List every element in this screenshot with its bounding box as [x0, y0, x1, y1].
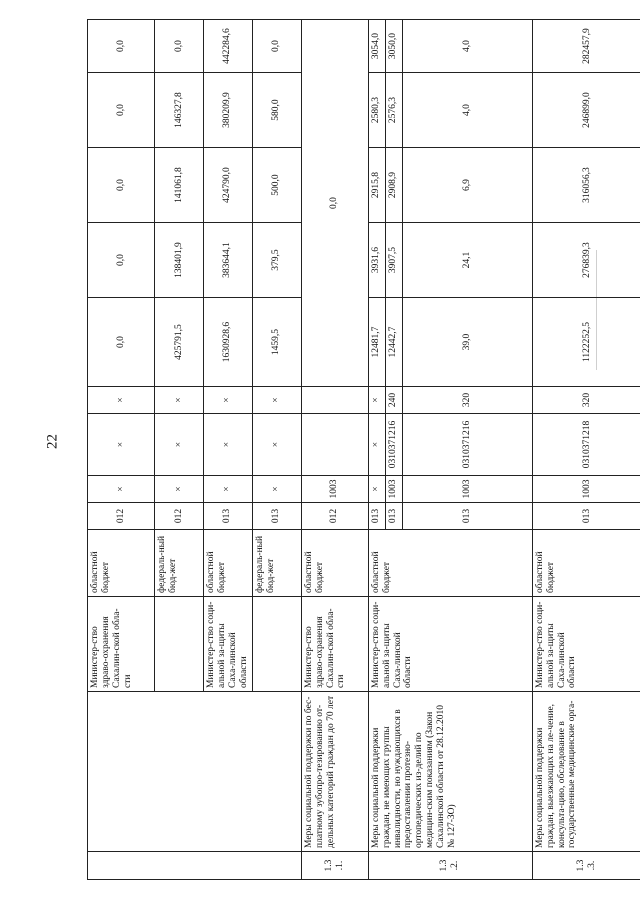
code-cell: 320 [532, 387, 640, 414]
executor-cell: Министер-ство соци-альной за-щиты Саха-линской области [204, 597, 253, 692]
source-cell: федераль-ный бюд-жет [155, 530, 204, 597]
value-cell: 3050,0 [385, 20, 402, 73]
code-cell: × [155, 387, 204, 414]
rotated-table-wrapper [87, 20, 619, 880]
table-row [301, 20, 368, 880]
code-cell: 240 [385, 387, 402, 414]
value-cell: 282457,9 [532, 20, 640, 73]
code-cell: 1003 [402, 476, 532, 503]
value-cell: 2915,8 [368, 148, 385, 223]
code-cell: 013 [204, 503, 253, 530]
executor-cell: Министер-ство здраво-охранения Сахалин-ской обла-сти [88, 597, 155, 692]
code-cell: 0310371216 [385, 414, 402, 476]
measure-cell: Меры социальной поддержки граждан, не имеющих группы инвалидности, но нуждающихся в предоставлении протезно-ортопедических из-делий по медицин-ским показаниям (Закон Сахалинской области от 28.12.2010 № 127-ЗО) [368, 692, 532, 852]
value-cell: 316056,3 [532, 148, 640, 223]
code-cell: 320 [402, 387, 532, 414]
code-cell: × [368, 387, 385, 414]
value-cell: 0,0 [88, 148, 155, 223]
value-cell: 0,0 [88, 223, 155, 298]
measure-cell: Меры социальной поддержки граждан, выезжающих на ле-чение, консульта-цию, обследование в государственные медицинские орга- [532, 692, 640, 852]
code-cell: 013 [252, 503, 301, 530]
page-number: 22 [44, 434, 61, 449]
executor-cell: Министер-ство соци-альной за-щиты Саха-линской области [532, 597, 640, 692]
code-cell: × [88, 476, 155, 503]
code-cell: × [155, 476, 204, 503]
value-cell: 500,0 [252, 148, 301, 223]
row-index: 1.3 .1. [301, 852, 368, 880]
executor-cell: Министер-ство здраво-охранения Сахалин-ской обла-сти [301, 597, 368, 692]
value-cell: 4,0 [402, 73, 532, 148]
source-cell: областной бюджет [368, 530, 532, 597]
code-cell: 013 [402, 503, 532, 530]
measure-cell: Меры социальной поддержки по бес-платному зубопро-тезированию от-дельных категорий граждан до 70 лет [301, 692, 368, 852]
value-cell: 1122252,5 [532, 298, 640, 387]
code-cell: 012 [88, 503, 155, 530]
value-cell: 2580,3 [368, 73, 385, 148]
value-cell: 1459,5 [252, 298, 301, 387]
code-cell: × [88, 414, 155, 476]
value-cell: 12481,7 [368, 298, 385, 387]
code-cell [301, 414, 368, 476]
value-cell: 3054,0 [368, 20, 385, 73]
value-cell: 2908,9 [385, 148, 402, 223]
value-cell: 0,0 [155, 20, 204, 73]
code-cell: 012 [301, 503, 368, 530]
code-cell: 012 [155, 503, 204, 530]
code-cell: × [252, 476, 301, 503]
value-cell: 3931,6 [368, 223, 385, 298]
code-cell: 1003 [532, 476, 640, 503]
code-cell: × [368, 414, 385, 476]
value-cell: 3907,5 [385, 223, 402, 298]
measure-cell [88, 692, 302, 852]
code-cell: 0310371218 [532, 414, 640, 476]
value-cell: 425791,5 [155, 298, 204, 387]
value-cell: 0,0 [88, 298, 155, 387]
value-cell: 246899,0 [532, 73, 640, 148]
code-cell: × [204, 387, 253, 414]
code-cell: × [204, 414, 253, 476]
code-cell: × [252, 387, 301, 414]
code-cell: 0310371216 [402, 414, 532, 476]
code-cell: × [155, 414, 204, 476]
value-cell: 276839,3 [532, 223, 640, 298]
table-row [88, 20, 155, 880]
value-cell: 39,0 [402, 298, 532, 387]
executor-cell: Министер-ство соци-альной за-щиты Саха-линской области [368, 597, 532, 692]
executor-cell [252, 597, 301, 692]
value-cell: 1630928,6 [204, 298, 253, 387]
value-cell: 12442,7 [385, 298, 402, 387]
value-cell: 424790,0 [204, 148, 253, 223]
source-cell: областной бюджет [88, 530, 155, 597]
value-cell: 146327,8 [155, 73, 204, 148]
value-cell: 442284,6 [204, 20, 253, 73]
row-index: 1.3 .2. [368, 852, 532, 880]
value-cell: 383644,1 [204, 223, 253, 298]
code-cell: 013 [385, 503, 402, 530]
source-cell: областной бюджет [204, 530, 253, 597]
table-row [532, 20, 640, 880]
code-cell: 013 [368, 503, 385, 530]
code-cell: 1003 [301, 476, 368, 503]
code-cell [301, 387, 368, 414]
source-cell: федераль-ный бюд-жет [252, 530, 301, 597]
executor-cell [155, 597, 204, 692]
value-cell: 2576,3 [385, 73, 402, 148]
code-cell: × [88, 387, 155, 414]
value-cell: 0,0 [252, 20, 301, 73]
value-cell: 24,1 [402, 223, 532, 298]
value-cell: 6,9 [402, 148, 532, 223]
value-cell: 138401,9 [155, 223, 204, 298]
row-index: 1.3 .3. [532, 852, 640, 880]
value-cell: 380209,9 [204, 73, 253, 148]
code-cell: 013 [532, 503, 640, 530]
value-cell: 580,0 [252, 73, 301, 148]
value-cell: 379,5 [252, 223, 301, 298]
code-cell: × [204, 476, 253, 503]
value-cell: 0,0 [88, 20, 155, 73]
value-cell: 0,0 [301, 20, 368, 387]
value-cell: 4,0 [402, 20, 532, 73]
code-cell: × [368, 476, 385, 503]
source-cell: областной бюджет [301, 530, 368, 597]
code-cell: 1003 [385, 476, 402, 503]
value-cell: 0,0 [88, 73, 155, 148]
value-cell: 141061,8 [155, 148, 204, 223]
source-cell: областной бюджет [532, 530, 640, 597]
code-cell: × [252, 414, 301, 476]
table-row [368, 20, 385, 880]
row-index [88, 852, 302, 880]
budget-table [87, 19, 640, 880]
